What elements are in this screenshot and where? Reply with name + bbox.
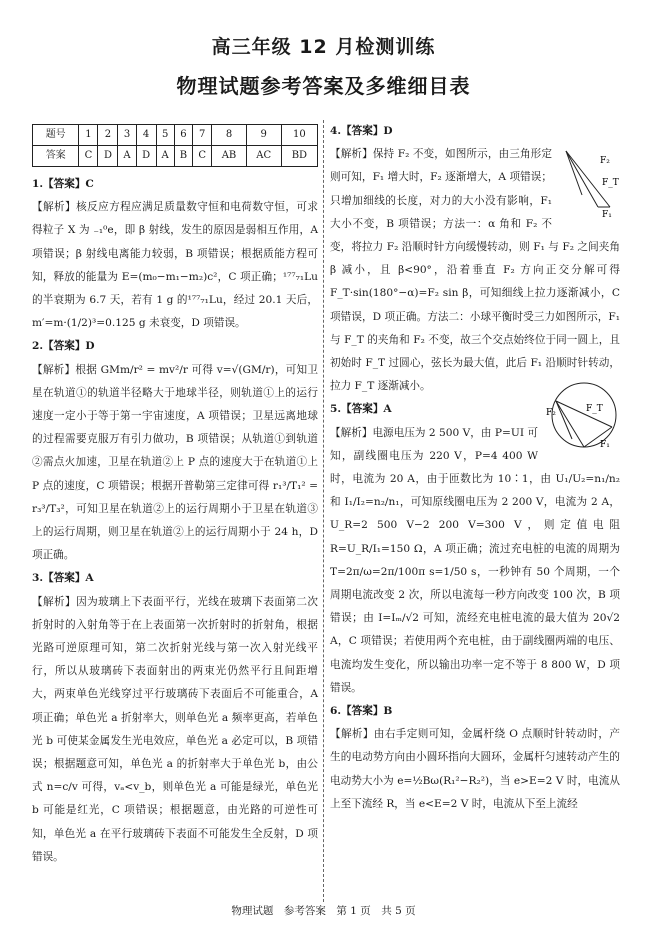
table-answer: D — [98, 146, 118, 167]
q3-explanation: 【解析】因为玻璃上下表面平行，光线在玻璃下表面第二次折射时的入射角等于在上表面第一次折射时的折射角，根据光路可逆原理可知，第二次折射光线与第一次入射光线平行，所以从玻璃砖下表面射出的两束光仍然平行且间距增大，两束单色光线穿过平行玻璃砖下表面后不可能重合，A 项正确；单色光 a 折射率大，则单色光 a 频率更高，若单色光 b 可使某金属发生光电效应，单色光 a 必定可以，B 项错误；根据题意可知，单色光 a 的折射率大于单色光 b，由公式 n=c/v 可得，vₐ<v_b，则单色光 a 可能是绿光，单色光 b 可能是红光，C 项错误；根据题意，由光路的可逆性可知，单色光 a 在平行玻璃砖下表面不可能发生全反射，D 项错误。 — [32, 595, 318, 863]
table-number: 6 — [174, 125, 192, 146]
label-ft: F_T — [602, 178, 619, 189]
table-answer-label: 答案 — [33, 146, 79, 167]
column-divider — [323, 120, 324, 902]
q4-answer-heading: 4.【答案】D — [330, 125, 393, 137]
table-answer: C — [79, 146, 98, 167]
q1-explanation: 【解析】核反应方程应满足质量数守恒和电荷数守恒，可求得粒子 X 为 ₋₁⁰e，即 β 射线，发生的原因是弱相互作用，A 项错误；β 射线电离能力较弱，B 项错误；根据质能方程可知，释放的能量为 E=(m₀−m₁−m₂)c²，C 项正确；¹⁷⁷₇₁Lu 的半衰期为 6.7 天，若有 1 g 的¹⁷⁷₇₁Lu，经过 20.1 天后，m′=m·(1/2)³=0.125 g 未衰变，D 项错误。 — [32, 201, 318, 330]
q3-answer-heading: 3.【答案】A — [32, 572, 94, 585]
answer-table — [32, 124, 318, 167]
table-answer: D — [136, 146, 156, 167]
q4-explanation-text: 【解析】保持 F₂ 不变，如图所示，由三角形定则可知，F₁ 增大时，F₂ 逐渐增大，A 项错误；只增加细线的长度，对力的大小没有影响，F₁ 大小不变，B 项错误；方法一：α 角和 F₂ 不变，将拉力 F₂ 沿顺时针方向缓慢转动，则 F₁ 与 F₂ 之间夹角 β 减小，且 β<90°，沿着垂直 F₂ 方向正交分解可得 F_T·sin(180°−α)=F₂ sin β，可知细线上拉力逐渐减小，C 项错误，D 项正确。方法二：小球平衡时受三力如图所示，F₁ 与 F_T 的夹角和 F₂ 不变，故三个交点始终位于同一圆上，且初始时 F_T 过圆心，弦长为最大值，此后 F₁ 沿顺时针转动，拉力 F_T 逐渐减小。 — [330, 148, 620, 393]
right-column — [330, 120, 620, 816]
table-answer: A — [156, 146, 174, 167]
table-answer: AC — [246, 146, 281, 167]
q1-answer-heading: 1.【答案】C — [32, 178, 94, 190]
force-triangle-diagram — [558, 145, 620, 217]
table-answer: BD — [281, 146, 317, 167]
label-f2: F₂ — [600, 156, 610, 167]
page-subtitle: 物理试题参考答案及多维细目表 — [176, 74, 471, 98]
q6-explanation: 【解析】由右手定则可知，金属杆绕 O 点顺时针转动时，产生的电动势方向由小圆环指向大圆环，金属杆匀速转动产生的电动势大小为 e=½Bω(R₁²−R₂²)，当 e>E=2 V 时，电流从上至下流经 R，当 e<E=2 V 时，电流从下至上流经 — [330, 728, 620, 810]
label-ft: F_T — [586, 404, 603, 415]
q5-explanation: 【解析】电源电压为 2 500 V，由 P=UI 可知，副线圈电压为 220 V，P=4 400 W 时，电流为 20 A，由于匝数比为 10∶1，由 U₁/U₂=n₁/n₂ 和 I₁/I₂=n₂/n₁，可知原线圈电压为 2 200 V，电流为 2 A，U_R=2 500 V−2 200 V=300 V，则定值电阻 R=U_R/I₁=150 Ω，A 项正确；流过充电桩的电流的周期为 T=2π/ω=2π/100π s=1/50 s，一秒钟有 50 个周期，一个周期电流改变 2 次，所以电流每一秒方向改变 100 次，B 项错误；由 I=Iₘ/√2 可知，流经充电桩电流的最大值为 20√2 A，C 项错误；若使用两个充电桩，由于副线圈两端的电压、电流均发生变化，所以输出功率一定不等于 8 800 W，D 项错误。 — [330, 426, 620, 694]
force-circle-diagram — [544, 377, 620, 453]
table-answer: AB — [212, 146, 246, 167]
q6-answer-heading: 6.【答案】B — [330, 705, 393, 718]
table-number: 9 — [246, 125, 281, 146]
answer-table-answer-row — [33, 146, 318, 167]
q2-answer-heading: 2.【答案】D — [32, 340, 95, 353]
table-answer: B — [174, 146, 192, 167]
table-number: 10 — [281, 125, 317, 146]
table-number: 1 — [79, 125, 98, 146]
answer-table-header-row — [33, 125, 318, 146]
label-f1: F₁ — [600, 440, 610, 451]
page-title: 高三年级 12 月检测训练 — [211, 36, 436, 58]
table-number: 5 — [156, 125, 174, 146]
left-column — [32, 120, 318, 869]
label-f1: F₁ — [602, 210, 612, 218]
q5-answer-heading: 5.【答案】A — [330, 403, 392, 416]
table-answer: C — [193, 146, 212, 167]
table-number: 8 — [212, 125, 246, 146]
table-number: 3 — [118, 125, 136, 146]
label-f2: F₂ — [546, 408, 556, 419]
table-header-label: 题号 — [33, 125, 79, 146]
page-footer: 物理试题 参考答案 第 1 页 共 5 页 — [231, 905, 416, 917]
table-number: 2 — [98, 125, 118, 146]
table-answer: A — [118, 146, 136, 167]
table-number: 7 — [193, 125, 212, 146]
q2-explanation: 【解析】根据 GMm/r² = mv²/r 可得 v=√(GM/r)，可知卫星在轨道①的轨道半径略大于地球半径，则轨道①上的运行速度一定小于等于第一宇宙速度，A 项错误；卫星远离地球的过程需要克服万有引力做功，B 项错误；从轨道①到轨道②需点火加速，卫星在轨道②上 P 点的速度大于在轨道①上 P 点的速度，C 项错误；根据开普勒第三定律可得 r₁³/T₁² = r₃³/T₃²，可知卫星在轨道②上的运行周期小于卫星在轨道③上的运行周期，则卫星在轨道②上的运行周期小于 24 h，D 项正确。 — [32, 363, 318, 562]
table-number: 4 — [136, 125, 156, 146]
